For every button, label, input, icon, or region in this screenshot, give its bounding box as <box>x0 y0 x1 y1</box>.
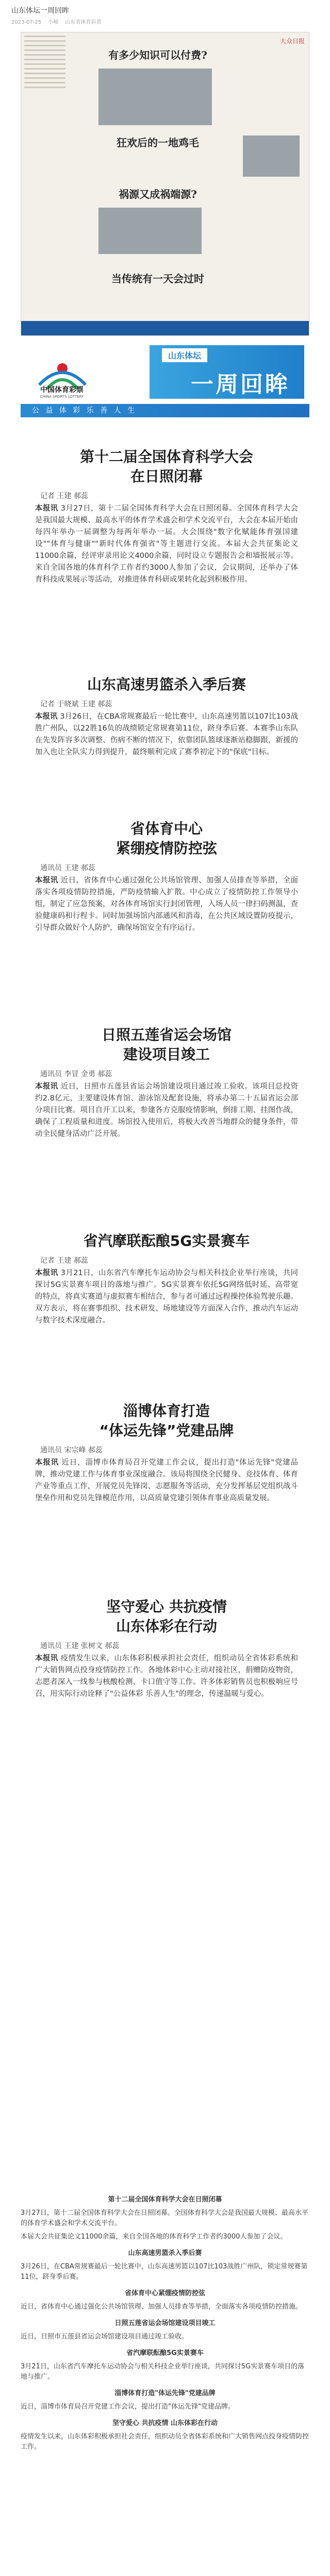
digest-subtitle: 淄博体育打造"体运先锋"党建品牌 <box>114 2389 216 2397</box>
article-byline: 通讯员 李冒 金勇 郝蕊 <box>40 1070 112 1078</box>
newspaper-photo <box>98 208 202 254</box>
publish-date: 2023-07-25 <box>11 20 42 25</box>
article <box>35 447 298 586</box>
article <box>35 1597 298 1700</box>
digest-paragraph: 本届大会共征集论文11000余篇，来自全国各地的体育科学工作者约3000人参加了会议。 <box>21 2233 287 2241</box>
newspaper-headline: 有多少知识可以付费? <box>108 49 207 61</box>
newspaper-photo <box>98 69 212 125</box>
article-title: 省汽摩联酝酿5G实景赛车 <box>83 1232 250 1249</box>
article-byline: 记者 于晓斌 王建 郝蕊 <box>40 700 112 708</box>
newspaper-headline: 祸源又成祸端源? <box>119 188 197 200</box>
article <box>35 1401 298 1504</box>
digest-paragraph: 近日，日照市五莲县省运会场馆建设项目通过竣工验收。 <box>21 2333 189 2341</box>
article-byline: 记者 王建 郝蕊 <box>40 1257 88 1265</box>
article-byline: 通讯员 王建 郝蕊 <box>40 864 95 872</box>
article-title: 日照五莲省运会场馆 建设项目竣工 <box>101 1026 232 1063</box>
digest-paragraph: 疫情发生以来，山东体彩积极承担社会责任，组织动员全省体彩系统和广大销售网点投身疫情防控工作。 <box>21 2433 309 2451</box>
digest-subtitle: 省汽摩联酝酿5G实景赛车 <box>126 2349 204 2357</box>
article-title: 省体育中心 紧绷疫情防控弦 <box>116 820 217 857</box>
article <box>35 819 298 934</box>
article-title: 坚守爱心 共抗疫情 山东体彩在行动 <box>106 1598 227 1635</box>
article-title: 第十二届全国体育科学大会 在日照闭幕 <box>79 448 253 485</box>
newspaper-page-image <box>21 32 309 336</box>
column-badge <box>150 345 304 399</box>
source-link[interactable]: 山东省体育彩票 <box>65 20 102 25</box>
article <box>35 1231 298 1327</box>
digest-subtitle: 山东高速男篮杀入季后赛 <box>128 2249 202 2257</box>
page-meta <box>11 18 319 25</box>
article-byline: 通讯员 王建 张树文 郝蕊 <box>40 1642 120 1650</box>
article-title: 淄博体育打造 “体运先锋”党建品牌 <box>99 1402 234 1439</box>
digest-paragraph: 近日，淄博市体育局召开党建工作会议，提出打造"体运先锋"党建品牌。 <box>21 2403 235 2411</box>
newspaper-headline: 当传统有一天会过时 <box>111 273 204 285</box>
article-body: 本报讯 3月26日，在CBA常规赛最后一轮比赛中，山东高速男篮以107比103战胜广州队，以22胜16负的战绩锁定常规赛第11位，跻身季后赛。本赛季山东队在先发阵容多次调整、伤病不断的情况下，依靠团队篮球逐渐站稳脚跟，新援的加入也让全队实力得到提升，最终顺利完成了赛季初定下的"保底"目标。 <box>35 713 299 756</box>
article-title: 山东高速男篮杀入季后赛 <box>87 676 246 693</box>
article-byline: 记者 王建 郝蕊 <box>40 492 88 500</box>
digest-subtitle: 省体育中心紧绷疫情防控弦 <box>124 2290 205 2297</box>
article-body: 本报讯 3月21日，山东省汽车摩托车运动协会与相关科技企业举行座谈，共同探讨5G实景赛车项目的落地与推广。5G实景赛车依托5G网络低时延、高带宽的特点，将真实赛道与虚拟赛车相结合，参与者可通过远程操控体验驾驶乐趣。双方表示，将在赛事组织、技术研发、场地建设等方面深入合作，推动汽车运动与数字技术深度融合。 <box>35 1269 298 1325</box>
article-body: 本报讯 3月27日，第十二届全国体育科学大会在日照闭幕。全国体育科学大会是我国最大规模、最高水平的体育学术盛会和学术交流平台，大会在本届开始由每四年举办一届调整为每两年举办一届。大会围绕"数字化赋能体育强国建设""体育与健康""新时代体育强省"等主题进行交流。本届大会共征集论文11000余篇，经评审录用论文4000余篇，同时设立专题报告会和墙报展示等。来自全国各地的体育科学工作者约3000人参加了会议，会议期间，还举办了体育科技成果展示等活动，对推进体育科研成果转化起到积极作用。 <box>35 504 298 584</box>
logo-text: 中国体育彩票 <box>40 386 84 394</box>
article <box>35 675 298 758</box>
digest-paragraph: 3月27日，第十二届全国体育科学大会在日照闭幕。全国体育科学大会是我国最大规模、最高水平的体育学术盛会和学术交流平台。 <box>21 2209 308 2227</box>
page-title: 山东体坛一周回眸 <box>11 7 69 15</box>
banner-slogan: 公 益 体 彩 乐 善 人 生 <box>21 404 309 417</box>
article-byline: 通讯员 宋宗峰 郝蕊 <box>40 1446 103 1454</box>
badge-small-label: 山东体坛 <box>162 348 207 362</box>
newspaper-masthead: 大众日报 <box>279 38 305 45</box>
newspaper-column-left <box>21 32 69 335</box>
digest-title: 第十二届全国体育科学大会在日照闭幕 <box>108 2196 222 2204</box>
newspaper-photo <box>243 135 300 177</box>
article-body: 本报讯 近日，淄博市体育局召开党建工作会议，提出打造"体运先锋"党建品牌，推动党建工作与体育事业深度融合。该局将围绕全民健身、竞技体育、体育产业等重点工作，开展党员先锋岗、志愿服务等活动，充分发挥基层党组织战斗堡垒作用和党员先锋模范作用，以高质量党建引领体育事业高质量发展。 <box>35 1459 299 1502</box>
digest-paragraph: 3月21日，山东省汽车摩托车运动协会与相关科技企业举行座谈，共同探讨5G实景赛车项目的落地与推广。 <box>21 2363 305 2381</box>
digest-subtitle: 坚守爱心 共抗疫情 山东体彩在行动 <box>112 2419 218 2427</box>
column-banner <box>21 340 309 422</box>
digest-paragraph: 近日，省体育中心通过强化公共场馆管理、加强人员排查等举措，全面落实各项疫情防控措施。 <box>21 2303 303 2311</box>
newspaper-bottom-bar <box>21 321 309 335</box>
author-link[interactable]: 小秘 <box>48 20 59 25</box>
article <box>35 1025 298 1140</box>
article-body: 本报讯 疫情发生以来，山东体彩积极承担社会责任，组织动员全省体彩系统和广大销售网点投身疫情防控工作。各地体彩中心主动对接社区，捐赠防疫物资，志愿者深入一线参与核酸检测、卡口值守等工作。许多体彩销售员也积极响应号召，用实际行动诠释了"公益体彩 乐善人生"的理念，传递温暖与爱心。 <box>35 1654 299 1698</box>
badge-big-label: 一周回眸 <box>191 371 290 398</box>
page-header <box>0 0 330 28</box>
newspaper-headline: 狂欢后的一地鸡毛 <box>117 137 199 149</box>
article-body: 本报讯 近日，日照市五莲县省运会场馆建设项目通过竣工验收。该项目总投资约2.8亿元，主要建设体育馆、游泳馆及配套设施，将承办第二十五届省运会部分项目比赛。项目自开工以来，参建各方克服疫情影响，倒排工期、挂图作战，确保了工程质量和进度。场馆投入使用后，将极大改善当地群众的健身条件，带动全民健身活动广泛开展。 <box>35 1082 299 1138</box>
digest-section <box>21 2189 309 2455</box>
digest-paragraph: 3月26日，在CBA常规赛最后一轮比赛中，山东高速男篮以107比103战胜广州队，锁定常规赛第11位，跻身季后赛。 <box>21 2263 308 2281</box>
digest-subtitle: 日照五莲省运会场馆建设项目竣工 <box>114 2319 216 2327</box>
article-body: 本报讯 近日，省体育中心通过强化公共场馆管理、加强人员排查等举措，全面落实各项疫情防控措施，严防疫情输入扩散。中心成立了疫情防控工作领导小组，制定了应急预案，对各体育场馆实行封闭管理，入场人员一律扫码测温，查验健康码和行程卡。同时加强场馆内部通风和消毒，在公共区域设置防疫提示，引导群众做好个人防护，确保场馆安全有序运行。 <box>35 876 299 932</box>
logo-subtext: CHINA SPORTS LOTTERY <box>40 395 84 399</box>
